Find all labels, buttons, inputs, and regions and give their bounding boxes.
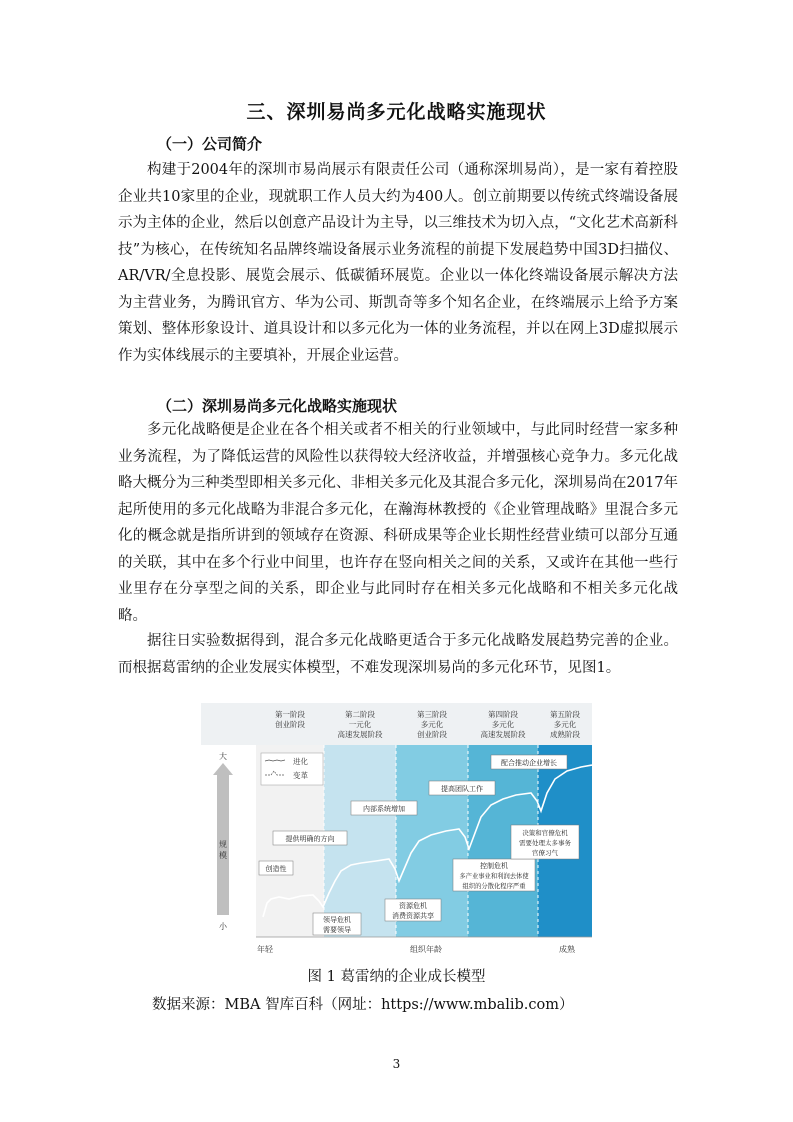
scale-arrow: [213, 763, 233, 915]
growth-model-figure: [201, 703, 592, 962]
x-axis-center-label: 组织年龄: [410, 945, 442, 954]
figure-caption: 图 1 葛雷纳的企业成长模型: [307, 969, 486, 985]
paragraph-strategy-definition: 多元化战略便是企业在各个相关或者不相关的行业领域中，与此同时经营一家多种业务流程，为了降低运营的风险性以获得较大经济收益，并增强核心竞争力。多元化战略大概分为三种类型即相关多元化、非相关多元化及其混合多元化，深圳易尚在2017年起所使用的多元化战略为非混合多元化，在瀚海林教授的《企业管理战略》里混合多元化的概念就是指所讲到的领域存在资源、科研成果等企业长期性经营业绩可以部分互通的关联，其中在多个行业中间里，也许存在竖向相关之间的关系，又或许在其他一些行业里存在分享型之间的关系，即企业与此同时存在相关多元化战略和不相关多元化战略。: [118, 422, 678, 624]
stage-2-label-line3: 高速发展阶段: [337, 730, 383, 739]
x-axis-right-label: 成熟: [559, 945, 575, 954]
legend: [261, 753, 323, 785]
annotation-team-work: 提高团队工作: [441, 785, 483, 793]
data-source-note: 数据来源：MBA 智库百科（网址：https://www.mbalib.com）: [152, 997, 574, 1013]
annotation-leadership-crisis-line1: 领导危机: [323, 916, 351, 924]
legend-evolution-label: 进化: [293, 757, 308, 766]
paragraph-company-intro: 构建于2004年的深圳市易尚展示有限责任公司（通称深圳易尚），是一家有着控股企业共10家里的企业，现就职工作人员大约为400人。创立前期要以传统式终端设备展示为主体的企业，然后以创意产品设计为主导，以三维技术为切入点，“文化艺术高新科技”为核心，在传统知名品牌终端设备展示业务流程的前提下发展趋势中国3D扫描仪、AR/VR/全息投影、展览会展示、低碳循环展览。企业以一体化终端设备展示解决方法为主营业务，为腾讯官方、华为公司、斯凯奇等多个知名企业，在终端展示上给予方案策划、整体形象设计、道具设计和以多元化为一体的业务流程，并以在网上3D虚拟展示作为实体线展示的主要填补，开展企业运营。: [118, 162, 678, 364]
annotation-control-crisis-line1: 控制危机: [480, 862, 508, 870]
legend-revolution-label: 变革: [293, 771, 308, 780]
page-number: 3: [392, 1057, 401, 1071]
annotation-resource-crisis-line1: 资源危机: [399, 902, 427, 910]
stage-header-band: [201, 703, 592, 745]
annotation-bureaucracy-crisis-line3: 官僚习气: [532, 849, 558, 857]
section-heading-strategy-status: （二）深圳易尚多元化战略实施现状: [157, 397, 398, 415]
annotation-creativity: 创造性: [265, 865, 287, 873]
page-title: 三、深圳易尚多元化战略实施现状: [246, 101, 547, 123]
stage-3-label-line3: 创业阶段: [417, 730, 447, 739]
stage-3-label-line2: 多元化: [420, 720, 444, 729]
stage-2-label-line1: 第二阶段: [345, 710, 375, 719]
stage-4-label-line2: 多元化: [491, 720, 515, 729]
stage-3-label-line1: 第三阶段: [417, 710, 447, 719]
annotation-internal-system: 内部系统增加: [363, 805, 405, 813]
section-heading-company-intro: （一）公司简介: [157, 135, 263, 153]
annotation-leadership-crisis-line2: 需要领导: [323, 926, 351, 934]
annotation-bureaucracy-crisis-line1: 决策和官僚危机: [522, 829, 568, 837]
stage-4-label-line1: 第四阶段: [488, 710, 518, 719]
y-axis-label-char2: 模: [219, 851, 227, 860]
growth-model-diagram: [201, 703, 592, 962]
paragraph-strategy-reference: 据往日实验数据得到，混合多元化战略更适合于多元化战略发展趋势完善的企业。而根据葛雷纳的企业发展实体模型，不难发现深圳易尚的多元化环节，见图1。: [118, 633, 678, 676]
y-axis-label-char1: 规: [219, 840, 227, 849]
annotation-bureaucracy-crisis-line2: 需要处理太多事务: [519, 839, 571, 847]
stage-1-label-line2: 创业阶段: [275, 720, 305, 729]
stage-2-label-line2: 一元化: [348, 720, 372, 729]
stage-4-label-line3: 高速发展阶段: [480, 730, 526, 739]
annotation-cooperation-growth: 配合推动企业增长: [501, 759, 557, 767]
x-axis-left-label: 年轻: [257, 945, 273, 954]
stage-1-label-line1: 第一阶段: [275, 710, 305, 719]
annotation-control-crisis-line3: 组织的分散化程序严重: [462, 883, 526, 890]
y-axis-top-label: 大: [219, 752, 227, 761]
annotation-resource-crisis-line2: 消费资源共享: [392, 912, 434, 920]
y-axis-bottom-label: 小: [219, 922, 227, 931]
stage-5-label-line1: 第五阶段: [550, 710, 580, 719]
stage-5-label-line3: 成熟阶段: [550, 730, 580, 739]
annotation-clear-direction: 提供明确的方向: [285, 835, 335, 843]
stage-5-label-line2: 多元化: [553, 720, 577, 729]
annotation-control-crisis-line2: 多产业事业和利润去体使: [459, 873, 529, 880]
